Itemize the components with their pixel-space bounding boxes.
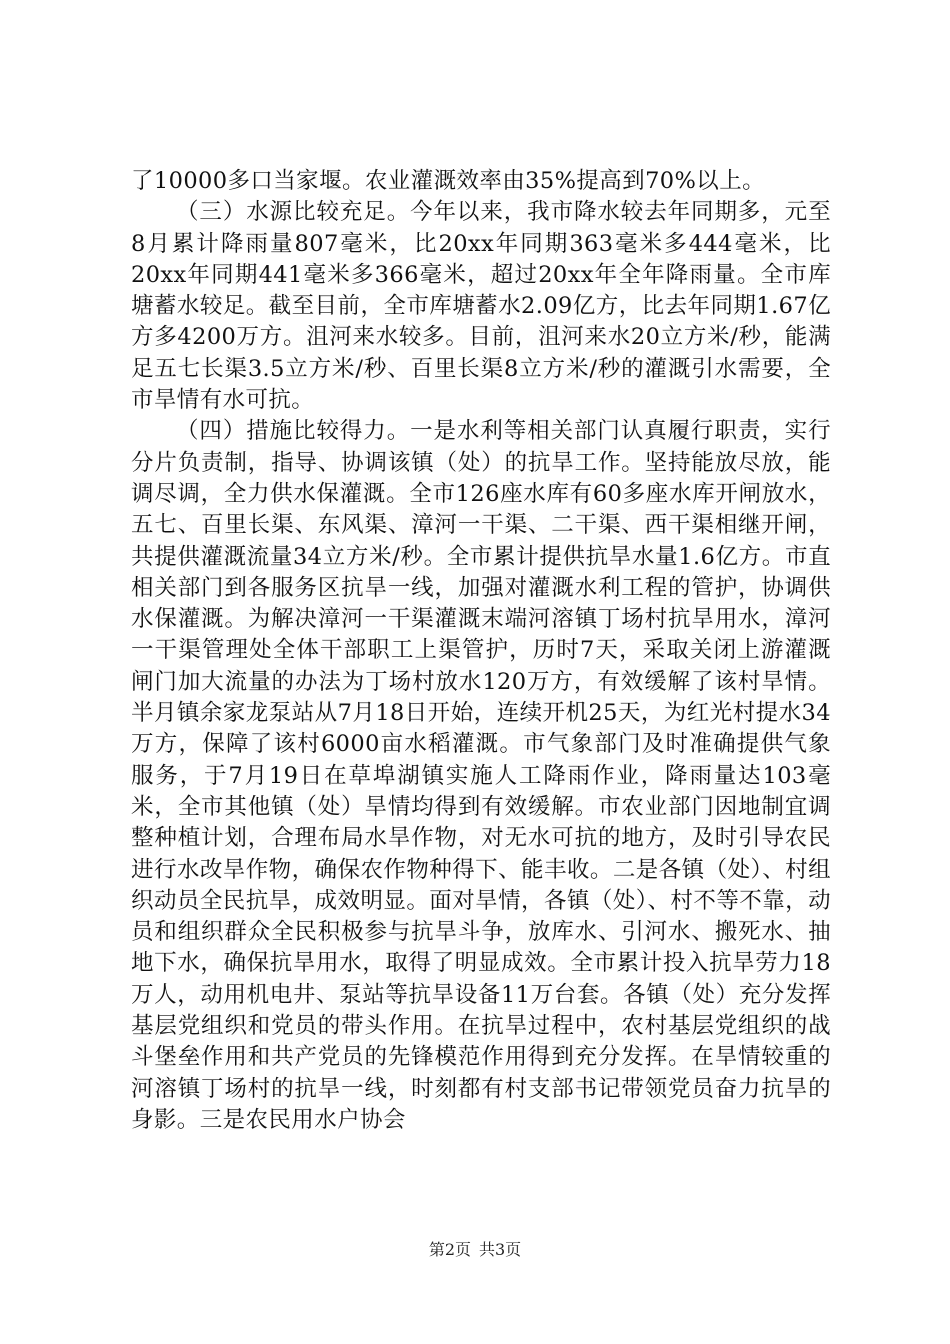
page-number: 第2页 bbox=[428, 1240, 471, 1259]
paragraph-continuation: 了10000多口当家堰。农业灌溉效率由35%提高到70%以上。 bbox=[131, 168, 765, 194]
paragraph-measures: （四）措施比较得力。一是水利等相关部门认真履行职责，实行分片负责制，指导、协调该镇（处）的抗旱工作。坚持能放尽放，能调尽调，全力供水保灌溉。全市126座水库有60多座水库开闸放水，五七、百里长渠、东风渠、漳河一干渠、二干渠、西干渠相继开闸，共提供灌溉流量34立方米/秒。全市累计提供抗旱水量1.6亿方。市直相关部门到各服务区抗旱一线，加强对灌溉水利工程的管护，协调供水保灌溉。为解决漳河一干渠灌溉末端河溶镇丁场村抗旱用水，漳河一干渠管理处全体干部职工上渠管护，历时7天，采取关闭上游灌溉闸门加大流量的办法为丁场村放水120万方，有效缓解了该村旱情。半月镇余家龙泵站从7月18日开始，连续开机25天，为红光村提水34万方，保障了该村6000亩水稻灌溉。市气象部门及时准确提供气象服务，于7月19日在草埠湖镇实施人工降雨作业，降雨量达103毫米，全市其他镇（处）旱情均得到有效缓解。市农业部门因地制宜调整种植计划，合理布局水旱作物，对无水可抗的地方，及时引导农民进行水改旱作物，确保农作物种得下、能丰收。二是各镇（处）、村组织动员全民抗旱，成效明显。面对旱情，各镇（处）、村不等不靠，动员和组织群众全民积极参与抗旱斗争，放库水、引河水、搬死水、抽地下水，确保抗旱用水，取得了明显成效。全市累计投入抗旱劳力18万人，动用机电井、泵站等抗旱设备11万台套。各镇（处）充分发挥基层党组织和党员的带头作用。在抗旱过程中，农村基层党组织的战斗堡垒作用和共产党员的先锋模范作用得到充分发挥。在旱情较重的河溶镇丁场村的抗旱一线，时刻都有村支部书记带领党员奋力抗旱的身影。三是农民用水户协会 bbox=[131, 418, 831, 1133]
page-footer bbox=[0, 1240, 950, 1260]
document-body bbox=[131, 166, 831, 1136]
page-total: 共3页 bbox=[479, 1240, 522, 1259]
paragraph-water-source: （三）水源比较充足。今年以来，我市降水较去年同期多，元至8月累计降雨量807毫米，比20xx年同期363毫米多444毫米，比20xx年同期441毫米多366毫米，超过20xx年全年降雨量。全市库塘蓄水较足。截至目前，全市库塘蓄水2.09亿方，比去年同期1.67亿方多4200万方。沮河来水较多。目前，沮河来水20立方米/秒，能满足五七长渠3.5立方米/秒、百里长渠8立方米/秒的灌溉引水需要，全市旱情有水可抗。 bbox=[131, 199, 831, 414]
